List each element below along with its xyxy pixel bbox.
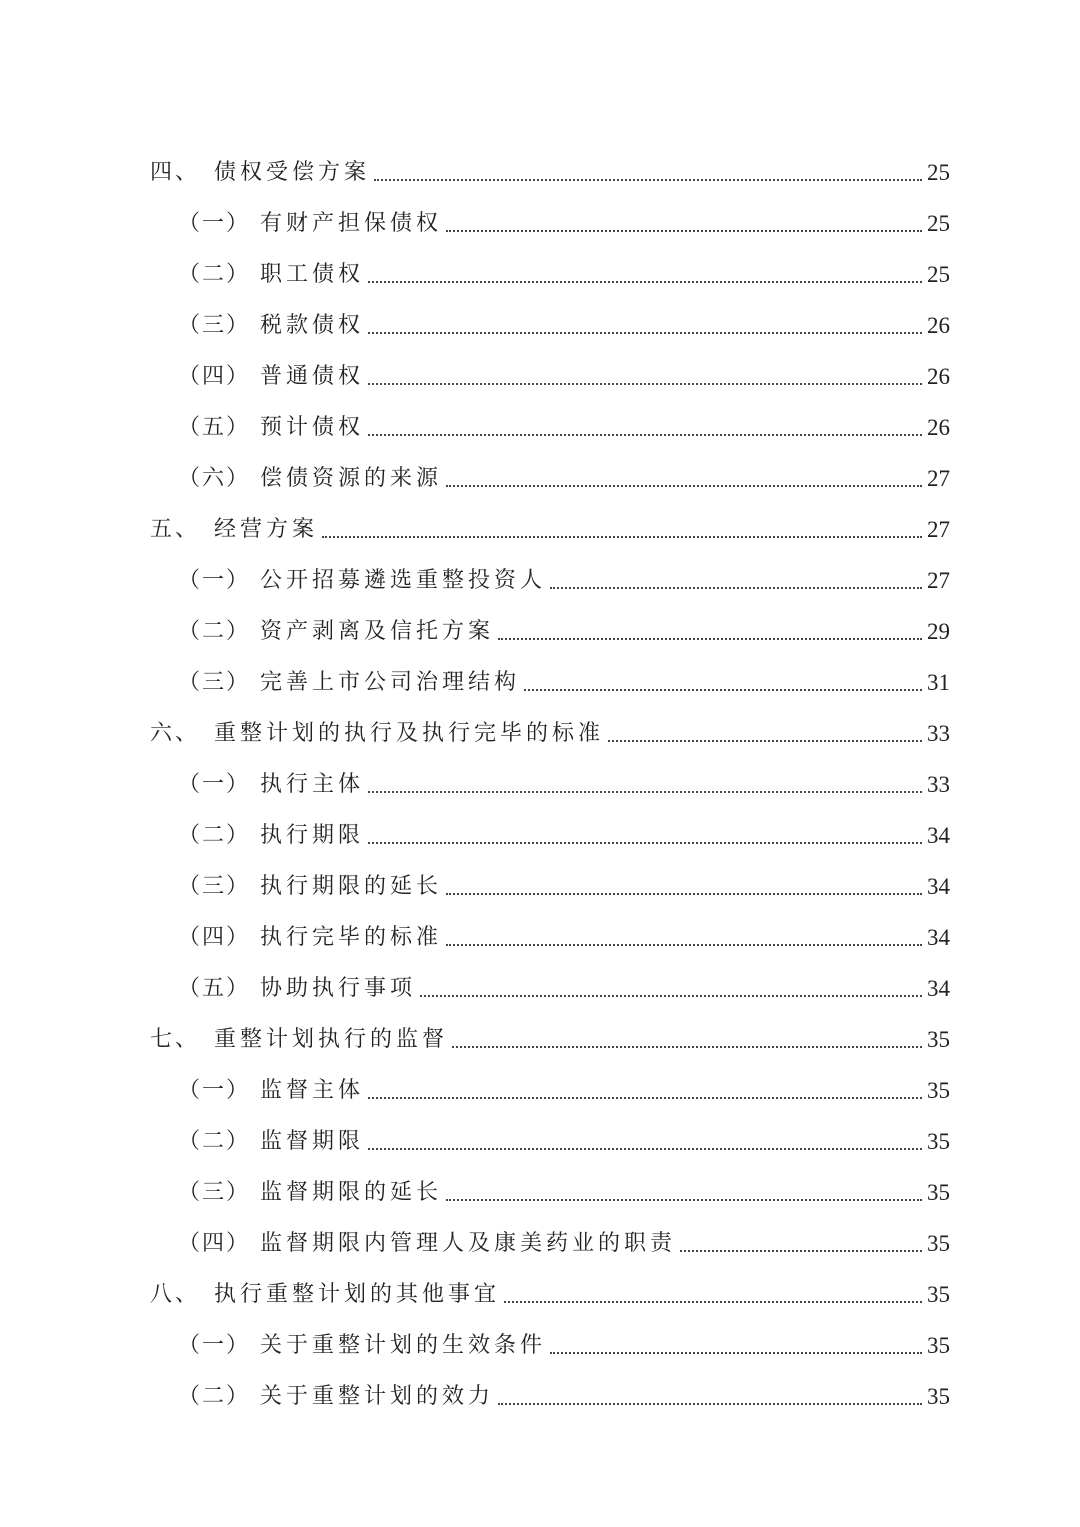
toc-entry-title: 监督主体 — [260, 1078, 365, 1103]
dot-leader — [452, 1046, 922, 1048]
dot-leader — [550, 1352, 922, 1354]
toc-subsection-entry[interactable] — [150, 290, 950, 341]
toc-subsection-entry[interactable] — [150, 647, 950, 698]
toc-entry-page-number: 25 — [927, 160, 950, 185]
toc-entry-page-number: 35 — [927, 1282, 950, 1307]
toc-entry-page-number: 35 — [927, 1027, 950, 1052]
dot-leader — [374, 179, 922, 181]
toc-entry-number: （四） — [178, 925, 251, 950]
dot-leader — [420, 995, 922, 997]
toc-entry-number: （一） — [178, 1333, 251, 1358]
toc-entry-title: 完善上市公司治理结构 — [260, 670, 521, 695]
toc-entry-page-number: 26 — [927, 313, 950, 338]
dot-leader — [322, 536, 922, 538]
toc-entry-page-number: 31 — [927, 670, 950, 695]
toc-entry-number: （二） — [178, 262, 251, 287]
toc-entry-page-number: 35 — [927, 1078, 950, 1103]
toc-entry-number: （一） — [178, 772, 251, 797]
toc-entry-title: 经营方案 — [214, 517, 319, 542]
toc-section-entry[interactable] — [150, 1004, 950, 1055]
toc-entry-number: （六） — [178, 466, 251, 491]
toc-subsection-entry[interactable] — [150, 1361, 950, 1412]
toc-entry-title: 资产剥离及信托方案 — [260, 619, 495, 644]
dot-leader — [446, 230, 922, 232]
toc-entry-number: （五） — [178, 976, 251, 1001]
toc-entry-page-number: 25 — [927, 262, 950, 287]
toc-entry-number: （四） — [178, 1231, 251, 1256]
toc-entry-title: 执行重整计划的其他事宜 — [214, 1282, 501, 1307]
toc-entry-number: （四） — [178, 364, 251, 389]
toc-entry-number: （一） — [178, 1078, 251, 1103]
toc-entry-number: （二） — [178, 1129, 251, 1154]
toc-entry-page-number: 33 — [927, 772, 950, 797]
toc-entry-title: 有财产担保债权 — [260, 211, 443, 236]
toc-entry-number: （三） — [178, 670, 251, 695]
toc-section-entry[interactable] — [150, 494, 950, 545]
toc-entry-page-number: 26 — [927, 364, 950, 389]
toc-entry-title: 监督期限 — [260, 1129, 365, 1154]
toc-entry-title: 关于重整计划的生效条件 — [260, 1333, 547, 1358]
toc-entry-title: 普通债权 — [260, 364, 365, 389]
toc-subsection-entry[interactable] — [150, 851, 950, 902]
toc-section-entry[interactable] — [150, 1259, 950, 1310]
toc-entry-page-number: 35 — [927, 1384, 950, 1409]
toc-subsection-entry[interactable] — [150, 341, 950, 392]
toc-subsection-entry[interactable] — [150, 443, 950, 494]
toc-entry-title: 税款债权 — [260, 313, 365, 338]
toc-subsection-entry[interactable] — [150, 1055, 950, 1106]
toc-subsection-entry[interactable] — [150, 392, 950, 443]
toc-entry-number: （三） — [178, 313, 251, 338]
toc-entry-title: 职工债权 — [260, 262, 365, 287]
toc-entry-number: 六、 — [150, 721, 201, 746]
toc-entry-page-number: 25 — [927, 211, 950, 236]
toc-subsection-entry[interactable] — [150, 1157, 950, 1208]
toc-entry-page-number: 29 — [927, 619, 950, 644]
toc-entry-page-number: 26 — [927, 415, 950, 440]
toc-entry-title: 监督期限内管理人及康美药业的职责 — [260, 1231, 677, 1256]
toc-entry-number: （五） — [178, 415, 251, 440]
toc-entry-page-number: 34 — [927, 874, 950, 899]
toc-entry-page-number: 27 — [927, 568, 950, 593]
dot-leader — [368, 383, 922, 385]
toc-entry-title: 重整计划的执行及执行完毕的标准 — [214, 721, 605, 746]
dot-leader — [368, 434, 922, 436]
toc-entry-number: （一） — [178, 568, 251, 593]
toc-entry-number: （二） — [178, 1384, 251, 1409]
toc-entry-title: 执行期限 — [260, 823, 365, 848]
toc-subsection-entry[interactable] — [150, 749, 950, 800]
dot-leader — [368, 1097, 922, 1099]
dot-leader — [498, 638, 922, 640]
dot-leader — [550, 587, 922, 589]
toc-entry-page-number: 33 — [927, 721, 950, 746]
toc-subsection-entry[interactable] — [150, 800, 950, 851]
toc-entry-number: （二） — [178, 823, 251, 848]
toc-entry-page-number: 27 — [927, 517, 950, 542]
toc-entry-number: 八、 — [150, 1282, 201, 1307]
toc-entry-number: （一） — [178, 211, 251, 236]
toc-entry-page-number: 35 — [927, 1333, 950, 1358]
toc-entry-title: 偿债资源的来源 — [260, 466, 443, 491]
table-of-contents — [150, 137, 950, 1412]
toc-subsection-entry[interactable] — [150, 1310, 950, 1361]
toc-entry-page-number: 34 — [927, 976, 950, 1001]
toc-entry-title: 重整计划执行的监督 — [214, 1027, 449, 1052]
toc-entry-page-number: 27 — [927, 466, 950, 491]
toc-entry-number: （三） — [178, 1180, 251, 1205]
toc-entry-number: （二） — [178, 619, 251, 644]
toc-entry-title: 公开招募遴选重整投资人 — [260, 568, 547, 593]
toc-subsection-entry[interactable] — [150, 239, 950, 290]
toc-entry-title: 关于重整计划的效力 — [260, 1384, 495, 1409]
toc-entry-page-number: 35 — [927, 1129, 950, 1154]
toc-entry-number: 四、 — [150, 160, 201, 185]
toc-entry-page-number: 34 — [927, 823, 950, 848]
toc-entry-title: 债权受偿方案 — [214, 160, 371, 185]
toc-subsection-entry[interactable] — [150, 596, 950, 647]
dot-leader — [446, 485, 922, 487]
toc-subsection-entry[interactable] — [150, 953, 950, 1004]
toc-subsection-entry[interactable] — [150, 545, 950, 596]
toc-entry-title: 协助执行事项 — [260, 976, 417, 1001]
dot-leader — [680, 1250, 922, 1252]
toc-entry-page-number: 34 — [927, 925, 950, 950]
toc-subsection-entry[interactable] — [150, 902, 950, 953]
toc-entry-title: 执行期限的延长 — [260, 874, 443, 899]
toc-entry-title: 监督期限的延长 — [260, 1180, 443, 1205]
toc-entry-number: 七、 — [150, 1027, 201, 1052]
dot-leader — [368, 842, 922, 844]
toc-entry-title: 预计债权 — [260, 415, 365, 440]
toc-entry-title: 执行完毕的标准 — [260, 925, 443, 950]
toc-section-entry[interactable] — [150, 698, 950, 749]
toc-entry-page-number: 35 — [927, 1231, 950, 1256]
dot-leader — [446, 893, 922, 895]
toc-entry-number: （三） — [178, 874, 251, 899]
toc-entry-title: 执行主体 — [260, 772, 365, 797]
dot-leader — [368, 1148, 922, 1150]
toc-section-entry[interactable] — [150, 137, 950, 188]
dot-leader — [498, 1403, 922, 1405]
dot-leader — [524, 689, 922, 691]
toc-entry-page-number: 35 — [927, 1180, 950, 1205]
toc-subsection-entry[interactable] — [150, 1208, 950, 1259]
dot-leader — [608, 740, 922, 742]
toc-subsection-entry[interactable] — [150, 1106, 950, 1157]
dot-leader — [368, 791, 922, 793]
dot-leader — [504, 1301, 922, 1303]
dot-leader — [446, 944, 922, 946]
dot-leader — [368, 281, 922, 283]
dot-leader — [368, 332, 922, 334]
toc-subsection-entry[interactable] — [150, 188, 950, 239]
toc-entry-number: 五、 — [150, 517, 201, 542]
dot-leader — [446, 1199, 922, 1201]
